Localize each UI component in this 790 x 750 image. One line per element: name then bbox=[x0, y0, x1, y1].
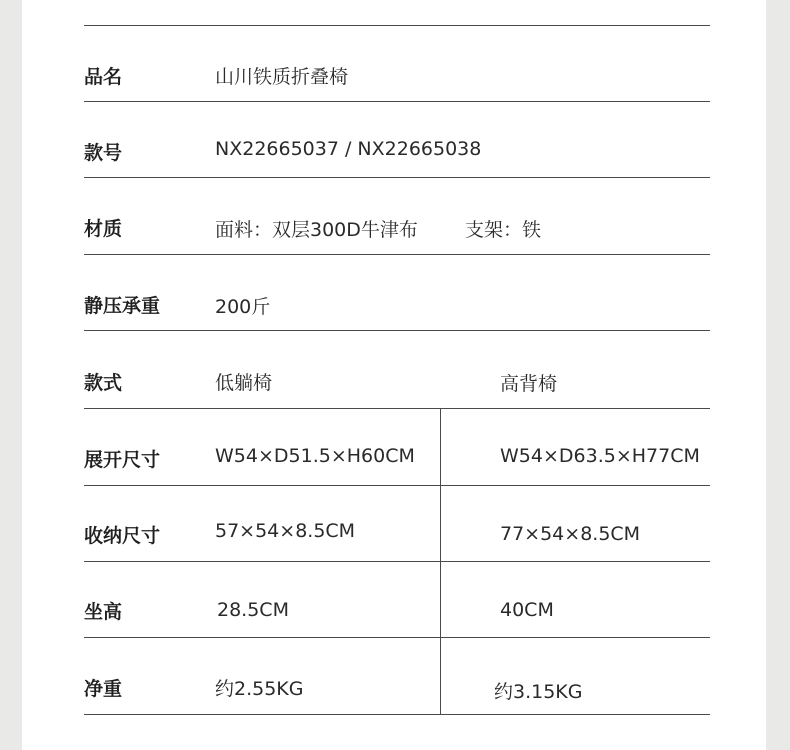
label-unfolded-size: 展开尺寸 bbox=[84, 449, 161, 471]
row-divider bbox=[84, 254, 710, 255]
value-weight-low: 约2.55KG bbox=[215, 678, 304, 700]
value-folded-low: 57×54×8.5CM bbox=[215, 520, 356, 542]
value-frame: 支架：铁 bbox=[465, 219, 542, 241]
value-fabric: 面料：双层300D牛津布 bbox=[215, 219, 418, 241]
label-style: 款式 bbox=[84, 372, 123, 394]
value-model-number: NX22665037 / NX22665038 bbox=[215, 138, 482, 160]
row-divider bbox=[84, 714, 710, 715]
value-style-low: 低躺椅 bbox=[215, 372, 273, 394]
value-folded-high: 77×54×8.5CM bbox=[500, 523, 641, 545]
label-seat-height: 坐高 bbox=[84, 601, 123, 623]
value-product-name: 山川铁质折叠椅 bbox=[215, 66, 349, 88]
row-divider bbox=[84, 485, 710, 486]
value-seat-high: 40CM bbox=[500, 599, 554, 621]
row-divider bbox=[84, 408, 710, 409]
value-seat-low: 28.5CM bbox=[217, 599, 289, 621]
label-model-number: 款号 bbox=[84, 142, 123, 164]
row-divider bbox=[84, 177, 710, 178]
label-material: 材质 bbox=[84, 218, 123, 240]
row-divider bbox=[84, 101, 710, 102]
row-divider bbox=[84, 561, 710, 562]
label-net-weight: 净重 bbox=[84, 678, 123, 700]
row-divider bbox=[84, 330, 710, 331]
value-static-load: 200斤 bbox=[215, 296, 271, 318]
value-weight-high: 约3.15KG bbox=[494, 681, 583, 703]
value-unfolded-high: W54×D63.5×H77CM bbox=[500, 445, 700, 467]
row-divider bbox=[84, 637, 710, 638]
row-divider bbox=[84, 25, 710, 26]
label-static-load: 静压承重 bbox=[84, 295, 161, 317]
label-folded-size: 收纳尺寸 bbox=[84, 525, 161, 547]
label-product-name: 品名 bbox=[84, 66, 123, 88]
column-divider bbox=[440, 408, 441, 715]
value-unfolded-low: W54×D51.5×H60CM bbox=[215, 445, 415, 467]
value-style-high: 高背椅 bbox=[500, 373, 558, 395]
